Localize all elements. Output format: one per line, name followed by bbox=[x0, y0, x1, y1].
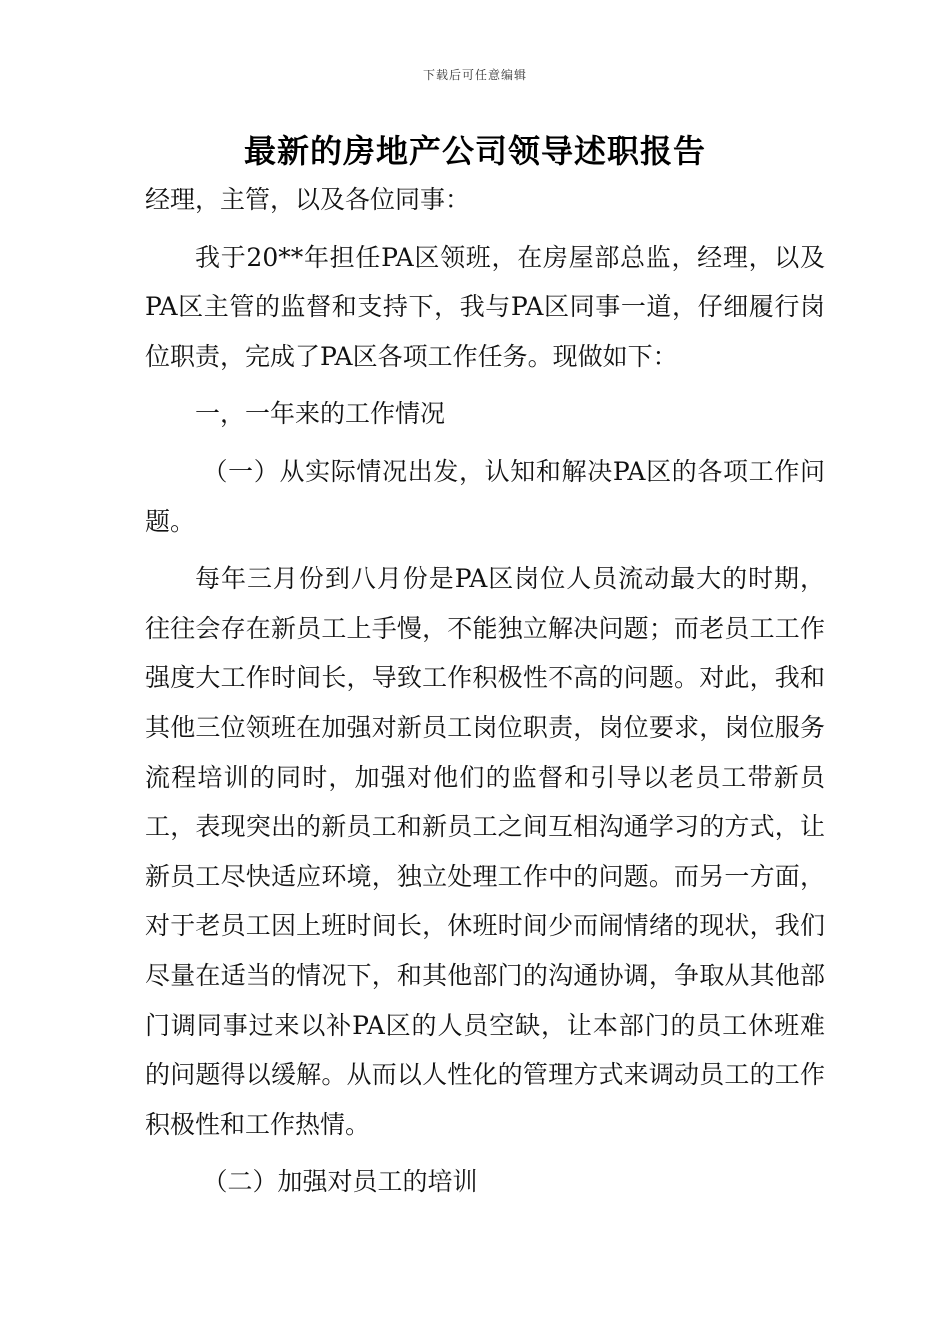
salutation: 经理，主管，以及各位同事： bbox=[145, 185, 471, 214]
header-note: 下载后可任意编辑 bbox=[422, 68, 527, 82]
body-paragraph: 每年三月份到八月份是PA区岗位人员流动最大的时期，往往会存在新员工上手慢，不能独立解决问题；而老员工工作强度大工作时间长，导致工作积极性不高的问题。对此，我和其他三位领班在加强对新员工岗位职责，岗位要求，岗位服务流程培训的同时，加强对他们的监督和引导以老员工带新员工，表现突出的新员工和新员工之间互相沟通学习的方式，让新员工尽快适应环境，独立处理工作中的问题。而另一方面，对于老员工因上班时间长，休班时间少而闹情绪的现状，我们尽量在适当的情况下，和其他部门的沟通协调，争取从其他部门调同事过来以补PA区的人员空缺，让本部门的员工休班难的问题得以缓解。从而以人性化的管理方式来调动员工的工作积极性和工作热情。 bbox=[145, 564, 825, 1139]
intro-paragraph: 我于20**年担任PA区领班，在房屋部总监，经理，以及PA区主管的监督和支持下，我与PA区同事一道，仔细履行岗位职责，完成了PA区各项工作任务。现做如下： bbox=[145, 242, 825, 371]
document-title: 最新的房地产公司领导述职报告 bbox=[243, 132, 706, 170]
subsection-heading-1: （一）从实际情况出发，认知和解决PA区的各项工作问题。 bbox=[145, 456, 825, 536]
document-body bbox=[145, 175, 825, 1207]
subsection-heading-2: （二）加强对员工的培训 bbox=[202, 1167, 478, 1197]
section-heading-1: 一，一年来的工作情况 bbox=[195, 399, 446, 429]
